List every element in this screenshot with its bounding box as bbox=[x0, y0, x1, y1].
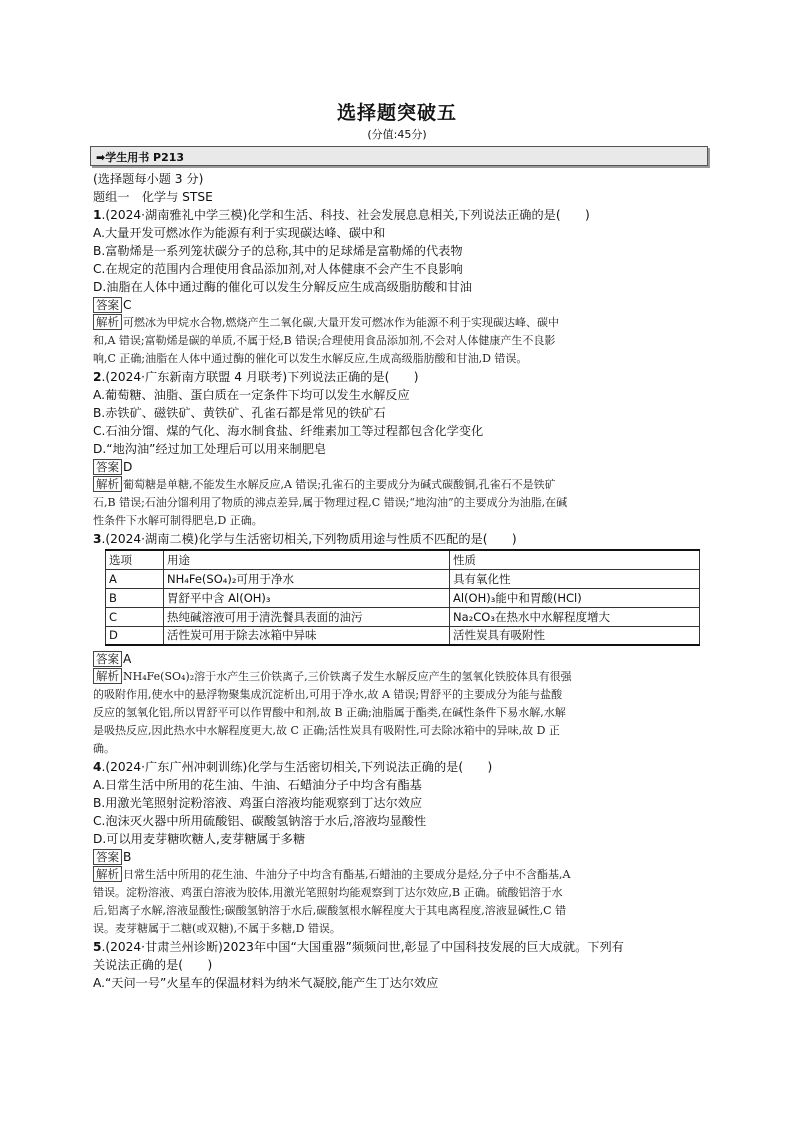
explanation: 解析 NH₄Fe(SO₄)₂溶于水产生三价铁离子,三价铁离子发生水解反应产生的氢氧化铁胶体具有很强 的吸附作用,使水中的悬浮物聚集成沉淀析出,可用于净水,故 A 错误;胃舒平的主要成分为能与盐酸 反应的氢氧化铝,所以胃舒平可以作胃酸中和剂,故 B 正确;油脂属于酯类,在碱性条件下易水解,水解 是吸热反应,因此热水中水解程度更大,故 C 正确;活性炭具有吸附性,可去除冰箱中的异味,故 D 正 确。 bbox=[93, 669, 572, 755]
explanation: 解析 可燃冰为甲烷水合物,燃烧产生二氧化碳,大量开发可燃冰作为能源不利于实现碳达峰、碳中 和,A 错误;富勒烯是碳的单质,不属于烃,B 错误;合理使用食品添加剂,不会对人体健康产生不良影 响,C 正确;油脂在人体中通过酶的催化可以发生水解反应,生成高级脂肪酸和甘油,D 错误。 bbox=[93, 315, 559, 365]
answer-tag: 答案 bbox=[93, 651, 122, 667]
table-row: A NH₄Fe(SO₄)₂可用于净水 具有氧化性 bbox=[106, 569, 700, 588]
question-4 bbox=[93, 758, 693, 938]
scoring-note: (选择题每小题 3 分) bbox=[93, 172, 204, 186]
options-table bbox=[105, 549, 700, 646]
answer-value: D bbox=[123, 460, 133, 474]
option-c: C.泡沫灭火器中所用硫酸铝、碳酸氢钠溶于水后,溶液均显酸性 bbox=[93, 814, 427, 828]
table-row: B 胃舒平中含 Al(OH)₃ Al(OH)₃能中和胃酸(HCl) bbox=[106, 588, 700, 607]
explanation-tag: 解析 bbox=[93, 476, 122, 492]
option-d: D.油脂在人体中通过酶的催化可以发生分解反应生成高级脂肪酸和甘油 bbox=[93, 280, 472, 294]
answer-value: B bbox=[123, 850, 132, 864]
question-2 bbox=[93, 368, 693, 530]
answer-tag: 答案 bbox=[93, 849, 122, 865]
group-heading: 题组一 化学与 STSE bbox=[93, 190, 213, 204]
explanation-tag: 解析 bbox=[93, 314, 122, 330]
question-stem: 1.(2024·湖南雅礼中学三模)化学和生活、科技、社会发展息息相关,下列说法正确的是( ) bbox=[93, 208, 590, 222]
option-c: C.石油分馏、煤的气化、海水制食盐、纤维素加工等过程都包含化学变化 bbox=[93, 424, 484, 438]
question-content bbox=[93, 170, 693, 992]
option-a: A.大量开发可燃冰作为能源有利于实现碳达峰、碳中和 bbox=[93, 226, 386, 240]
explanation: 解析 日常生活中所用的花生油、牛油分子中均含有酯基,石蜡油的主要成分是烃,分子中不含酯基,A 错误。淀粉溶液、鸡蛋白溶液为胶体,用激光笔照射均能观察到丁达尔效应,B 正确。硫酸铝溶于水 后,铝离子水解,溶液显酸性;碳酸氢钠溶于水后,碳酸氢根水解程度大于其电离程度,溶液显碱性,C 错 误。麦芽糖属于二糖(或双糖),不属于多糖,D 错误。 bbox=[93, 867, 571, 935]
explanation: 解析 葡萄糖是单糖,不能发生水解反应,A 错误;孔雀石的主要成分为碱式碳酸铜,孔雀石不是铁矿 石,B 错误;石油分馏利用了物质的沸点差异,属于物理过程,C 错误;“地沟油”的主要成分为油脂,在碱 性条件下水解可制得肥皂,D 正确。 bbox=[93, 477, 568, 527]
answer-row bbox=[93, 296, 693, 314]
answer-tag: 答案 bbox=[93, 459, 122, 475]
page-title: 选择题突破五 bbox=[336, 102, 457, 124]
explanation-tag: 解析 bbox=[93, 668, 122, 684]
option-b: B.富勒烯是一系列笼状碳分子的总称,其中的足球烯是富勒烯的代表物 bbox=[93, 244, 463, 258]
banner-label: ➡学生用书 P213 bbox=[96, 151, 185, 164]
answer-row bbox=[93, 848, 693, 866]
question-stem-continued: 关说法正确的是( ) bbox=[93, 958, 213, 972]
question-stem: 2.(2024·广东新南方联盟 4 月联考)下列说法正确的是( ) bbox=[93, 370, 419, 384]
option-b: B.用激光笔照射淀粉溶液、鸡蛋白溶液均能观察到丁达尔效应 bbox=[93, 796, 423, 810]
answer-row bbox=[93, 458, 693, 476]
question-stem: 5.(2024·甘肃兰州诊断)2023年中国“大国重器”频频问世,彰显了中国科技发展的巨大成就。下列有 bbox=[93, 940, 624, 954]
table-row: C 热纯碱溶液可用于清洗餐具表面的油污 Na₂CO₃在热水中水解程度增大 bbox=[106, 607, 700, 626]
answer-value: C bbox=[123, 298, 132, 312]
textbook-reference-banner bbox=[90, 146, 708, 166]
score-note: (分值:45分) bbox=[367, 128, 427, 141]
option-b: B.赤铁矿、磁铁矿、黄铁矿、孔雀石都是常见的铁矿石 bbox=[93, 406, 386, 420]
option-a: A.葡萄糖、油脂、蛋白质在一定条件下均可以发生水解反应 bbox=[93, 388, 410, 402]
answer-row bbox=[93, 650, 693, 668]
question-5 bbox=[93, 938, 693, 992]
explanation-tag: 解析 bbox=[93, 866, 122, 882]
option-a: A.日常生活中所用的花生油、牛油、石蜡油分子中均含有酯基 bbox=[93, 778, 422, 792]
question-3 bbox=[93, 530, 693, 758]
table-header-row: 选项 用途 性质 bbox=[106, 550, 700, 569]
question-1 bbox=[93, 206, 693, 368]
option-c: C.在规定的范围内合理使用食品添加剂,对人体健康不会产生不良影响 bbox=[93, 262, 463, 276]
answer-value: A bbox=[123, 652, 132, 666]
option-d: D.可以用麦芽糖吹糖人,麦芽糖属于多糖 bbox=[93, 832, 306, 846]
option-a: A.“天问一号”火星车的保温材料为纳米气凝胶,能产生丁达尔效应 bbox=[93, 976, 439, 990]
option-d: D.“地沟油”经过加工处理后可以用来制肥皂 bbox=[93, 442, 327, 456]
question-stem: 4.(2024·广东广州冲刺训练)化学与生活密切相关,下列说法正确的是( ) bbox=[93, 760, 493, 774]
question-stem: 3.(2024·湖南二模)化学与生活密切相关,下列物质用途与性质不匹配的是( ) bbox=[93, 532, 517, 546]
table-row: D 活性炭可用于除去冰箱中异味 活性炭具有吸附性 bbox=[106, 626, 700, 645]
answer-tag: 答案 bbox=[93, 297, 122, 313]
